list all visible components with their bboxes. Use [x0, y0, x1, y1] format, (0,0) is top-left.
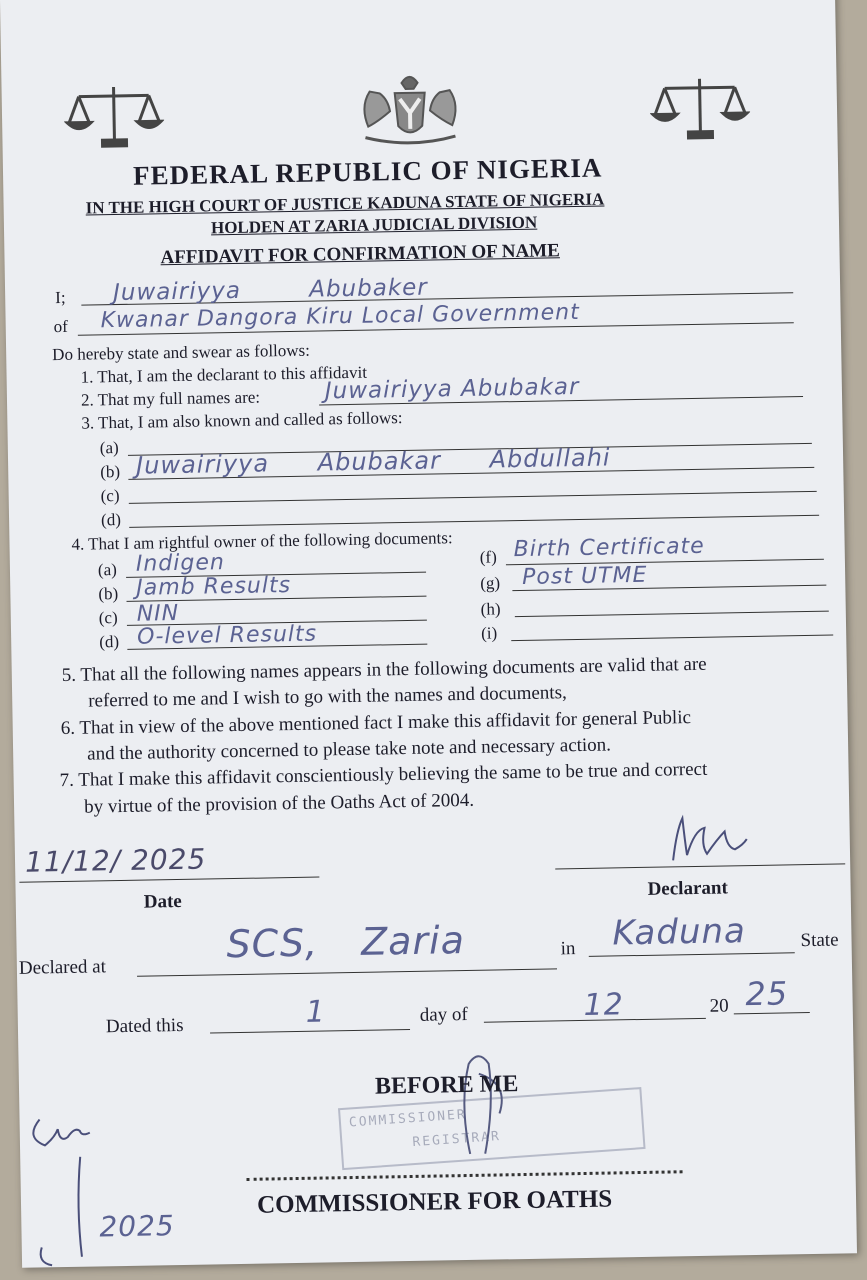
doc-g-value[interactable]: Post UTME: [521, 562, 648, 590]
doc-i-label: (i): [480, 623, 498, 643]
alias-b-value[interactable]: Juwairiyya Abubakar Abdullahi: [135, 443, 611, 480]
statement-2-label: 2. That my full names are:: [80, 387, 261, 410]
alias-d-line: [129, 515, 819, 528]
date-label: Date: [143, 890, 182, 913]
alias-a-label: (a): [99, 437, 119, 458]
country-heading: FEDERAL REPUBLIC OF NIGERIA: [132, 152, 603, 191]
state-value[interactable]: Kaduna: [612, 911, 747, 954]
alias-b-label: (b): [100, 461, 121, 482]
commissioner-label: COMMISSIONER FOR OATHS: [256, 1185, 613, 1219]
doc-d-value[interactable]: O-level Results: [136, 621, 318, 650]
alias-c-line: [129, 491, 817, 504]
alias-d-label: (d): [100, 509, 122, 530]
in-label: in: [560, 938, 576, 960]
doc-c-label: (c): [98, 608, 118, 628]
division-heading: HOLDEN AT ZARIA JUDICIAL DIVISION: [210, 212, 538, 238]
doc-h-label: (h): [480, 599, 501, 619]
declared-at-line: [137, 968, 557, 976]
i-label: I;: [55, 287, 66, 308]
dated-this-label: Dated this: [105, 1014, 184, 1038]
doc-a-value[interactable]: Indigen: [135, 550, 226, 577]
statement-6-line2: and the authority concerned to please take note and necessary action.: [86, 734, 612, 765]
date-value[interactable]: 11/12/ 2025: [24, 842, 207, 879]
declared-at-value[interactable]: SCS, Zaria: [226, 918, 466, 967]
scales-of-justice-right-icon: [649, 73, 750, 145]
statement-1: 1. That, I am the declarant to this affidavit: [80, 362, 368, 387]
declared-at-label: Declared at: [18, 956, 107, 979]
statement-3: 3. That, I am also known and called as follows:: [81, 408, 403, 433]
year-prefix: 20: [709, 995, 729, 1017]
doc-i-line: [511, 635, 833, 642]
day-of-label: day of: [419, 1003, 468, 1026]
doc-b-label: (b): [98, 584, 119, 604]
statement-6-line1: 6. That in view of the above mentioned fact I make this affidavit for general Public: [60, 707, 692, 740]
declarant-name-value[interactable]: Juwairiyya Abubaker: [112, 274, 428, 307]
declarant-address-value[interactable]: Kwanar Dangora Kiru Local Government: [100, 299, 580, 334]
margin-initial-signature: [19, 1106, 112, 1268]
margin-year: 2025: [99, 1209, 175, 1244]
doc-f-label: (f): [479, 547, 497, 567]
declarant-label: Declarant: [647, 877, 728, 900]
scales-of-justice-left-icon: [63, 81, 164, 153]
statement-7-line1: 7. That I make this affidavit conscientiously believing the same to be true and correct: [59, 758, 708, 792]
doc-b-value[interactable]: Jamb Results: [136, 573, 292, 601]
full-names-value[interactable]: Juwairiyya Abubakar: [324, 373, 580, 405]
year-value[interactable]: 25: [745, 974, 789, 1014]
declarant-signature: [664, 809, 765, 871]
month-value[interactable]: 12: [583, 987, 625, 1023]
stamp-line-1: COMMISSIONER: [348, 1107, 468, 1131]
doc-a-label: (a): [97, 560, 117, 580]
day-value[interactable]: 1: [305, 994, 327, 1030]
court-heading: IN THE HIGH COURT OF JUSTICE KADUNA STATE OF NIGERIA: [85, 189, 605, 218]
state-label: State: [800, 929, 839, 952]
before-me-label: BEFORE ME: [374, 1071, 519, 1100]
doc-h-line: [515, 611, 829, 617]
commissioner-signature: [438, 1043, 520, 1164]
statement-4: 4. That I am rightful owner of the following documents:: [71, 528, 453, 554]
doc-g-label: (g): [480, 573, 501, 593]
doc-f-value[interactable]: Birth Certificate: [513, 533, 705, 563]
coat-of-arms-icon: [349, 70, 470, 152]
intro-text: Do hereby state and swear as follows:: [52, 340, 311, 365]
commissioner-line: [247, 1170, 683, 1181]
stamp-line-2: REGISTRAR: [412, 1128, 502, 1151]
statement-7-line2: by virtue of the provision of the Oaths Act of 2004.: [83, 789, 475, 818]
alias-c-label: (c): [100, 485, 120, 506]
doc-c-value[interactable]: NIN: [136, 600, 180, 627]
statement-5-line2: referred to me and I wish to go with the names and documents,: [88, 682, 567, 712]
of-label: of: [53, 316, 69, 337]
form-title: AFFIDAVIT FOR CONFIRMATION OF NAME: [160, 240, 561, 269]
statement-5-line1: 5. That all the following names appears in the following documents are valid that are: [61, 653, 707, 687]
doc-d-label: (d): [99, 632, 120, 652]
